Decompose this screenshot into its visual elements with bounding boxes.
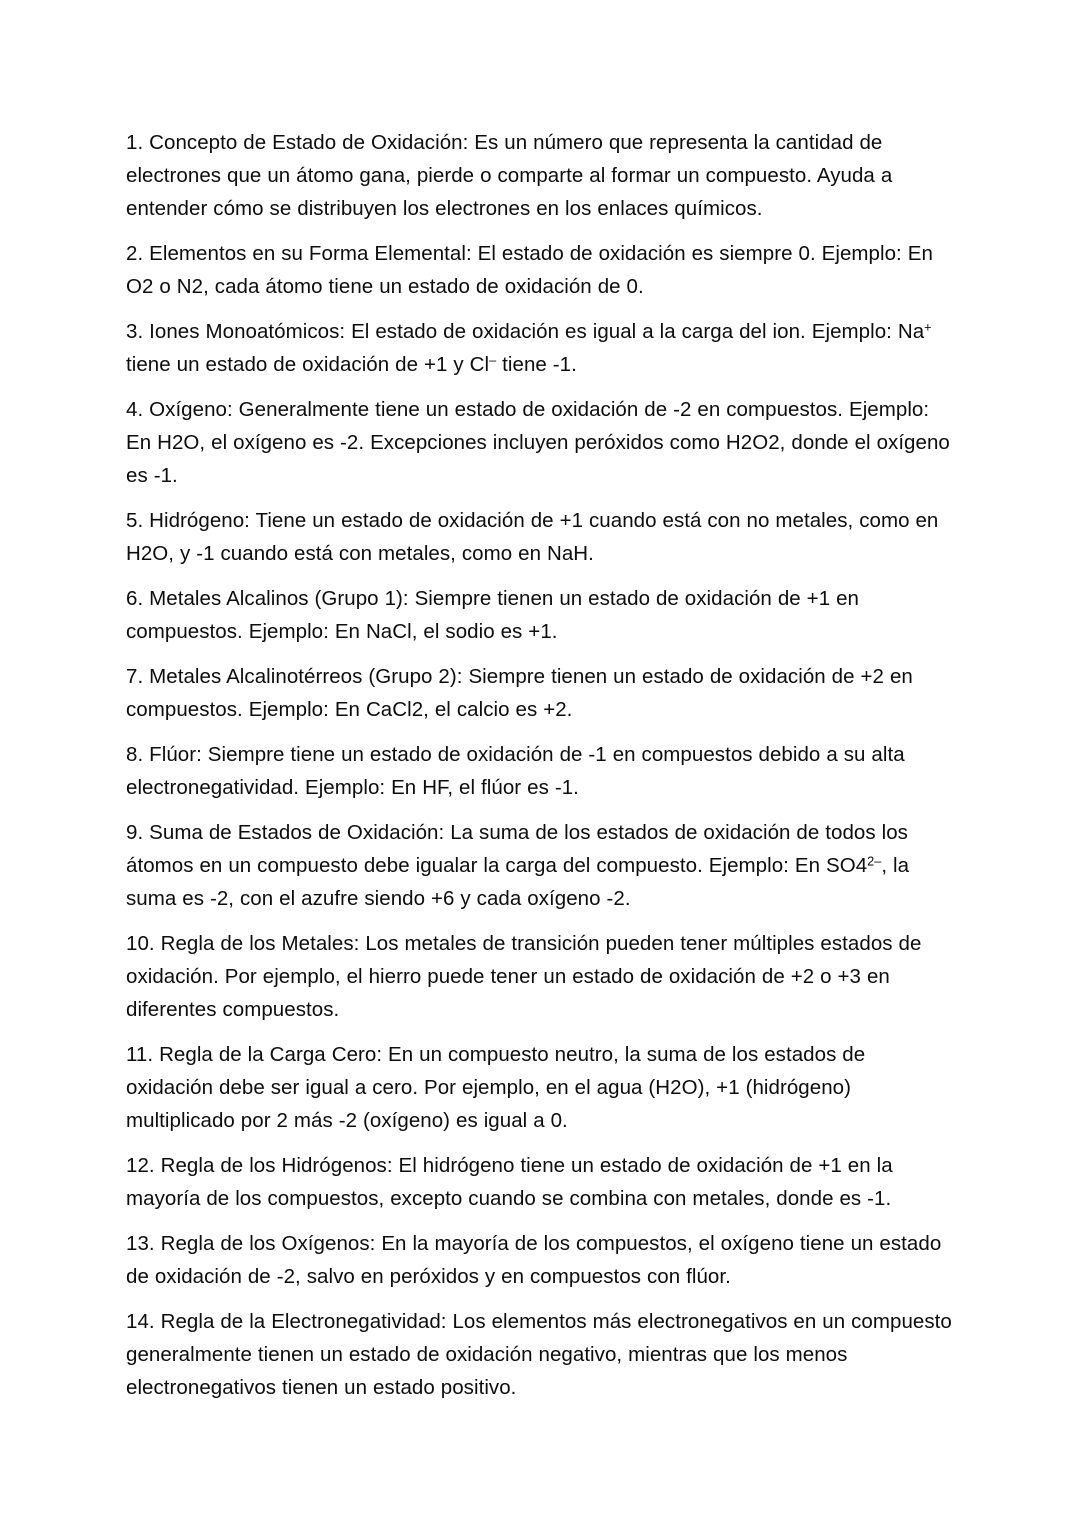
paragraph-rule-3-text-after: tiene -1.	[496, 353, 577, 376]
sodium-ion-charge-superscript: +	[924, 319, 932, 335]
paragraph-rule-9-text-after: , la suma es -2, con el azufre siendo +6 y cada oxígeno -2.	[126, 854, 910, 910]
paragraph-rule-5: 5. Hidrógeno: Tiene un estado de oxidación de +1 cuando está con no metales, como en H2O, y -1 cuando está con metales, como en NaH.	[126, 509, 939, 565]
paragraph-rule-8: 8. Flúor: Siempre tiene un estado de oxidación de -1 en compuestos debido a su alta electronegatividad. Ejemplo: En HF, el flúor es -1.	[126, 743, 905, 799]
paragraph-rule-14: 14. Regla de la Electronegatividad: Los elementos más electronegativos en un compuesto generalmente tienen un estado de oxidación negativo, mientras que los menos electronegativos tienen un estado positivo.	[126, 1310, 952, 1399]
paragraph-rule-9	[126, 816, 955, 915]
paragraph-rule-11: 11. Regla de la Carga Cero: En un compuesto neutro, la suma de los estados de oxidación debe ser igual a cero. Por ejemplo, en el agua (H2O), +1 (hidrógeno) multiplicado por 2 más -2 (oxígeno) es igual a 0.	[126, 1043, 866, 1132]
chloride-ion-charge-superscript: –	[489, 352, 497, 368]
sulfate-ion-charge-superscript: 2–	[867, 853, 882, 869]
paragraph-rule-12: 12. Regla de los Hidrógenos: El hidrógeno tiene un estado de oxidación de +1 en la mayoría de los compuestos, excepto cuando se combina con metales, donde es -1.	[126, 1154, 893, 1210]
paragraph-rule-9-text-before: 9. Suma de Estados de Oxidación: La suma de los estados de oxidación de todos los átomos en un compuesto debe igualar la carga del compuesto. Ejemplo: En SO4	[126, 821, 908, 877]
paragraph-rule-3	[126, 315, 955, 381]
paragraph-rule-7: 7. Metales Alcalinotérreos (Grupo 2): Siempre tienen un estado de oxidación de +2 en compuestos. Ejemplo: En CaCl2, el calcio es +2.	[126, 665, 913, 721]
paragraph-rule-3-text-before: 3. Iones Monoatómicos: El estado de oxidación es igual a la carga del ion. Ejemplo: Na	[126, 320, 925, 343]
paragraph-rule-2: 2. Elementos en su Forma Elemental: El estado de oxidación es siempre 0. Ejemplo: En O2 o N2, cada átomo tiene un estado de oxidación de 0.	[126, 242, 933, 298]
paragraph-rule-1: 1. Concepto de Estado de Oxidación: Es un número que representa la cantidad de electrones que un átomo gana, pierde o comparte al formar un compuesto. Ayuda a entender cómo se distribuyen los electrones en los enlaces químicos.	[126, 131, 893, 220]
document-text-body	[126, 126, 955, 1404]
paragraph-rule-4: 4. Oxígeno: Generalmente tiene un estado de oxidación de -2 en compuestos. Ejemplo: En H2O, el oxígeno es -2. Excepciones incluyen peróxidos como H2O2, donde el oxígeno es -1.	[126, 398, 950, 487]
paragraph-rule-10: 10. Regla de los Metales: Los metales de transición pueden tener múltiples estados de oxidación. Por ejemplo, el hierro puede tener un estado de oxidación de +2 o +3 en diferentes compuestos.	[126, 932, 922, 1021]
paragraph-rule-13: 13. Regla de los Oxígenos: En la mayoría de los compuestos, el oxígeno tiene un estado de oxidación de -2, salvo en peróxidos y en compuestos con flúor.	[126, 1232, 942, 1288]
paragraph-rule-6: 6. Metales Alcalinos (Grupo 1): Siempre tienen un estado de oxidación de +1 en compuestos. Ejemplo: En NaCl, el sodio es +1.	[126, 587, 859, 643]
paragraph-rule-3-text-middle: tiene un estado de oxidación de +1 y Cl	[126, 353, 490, 376]
